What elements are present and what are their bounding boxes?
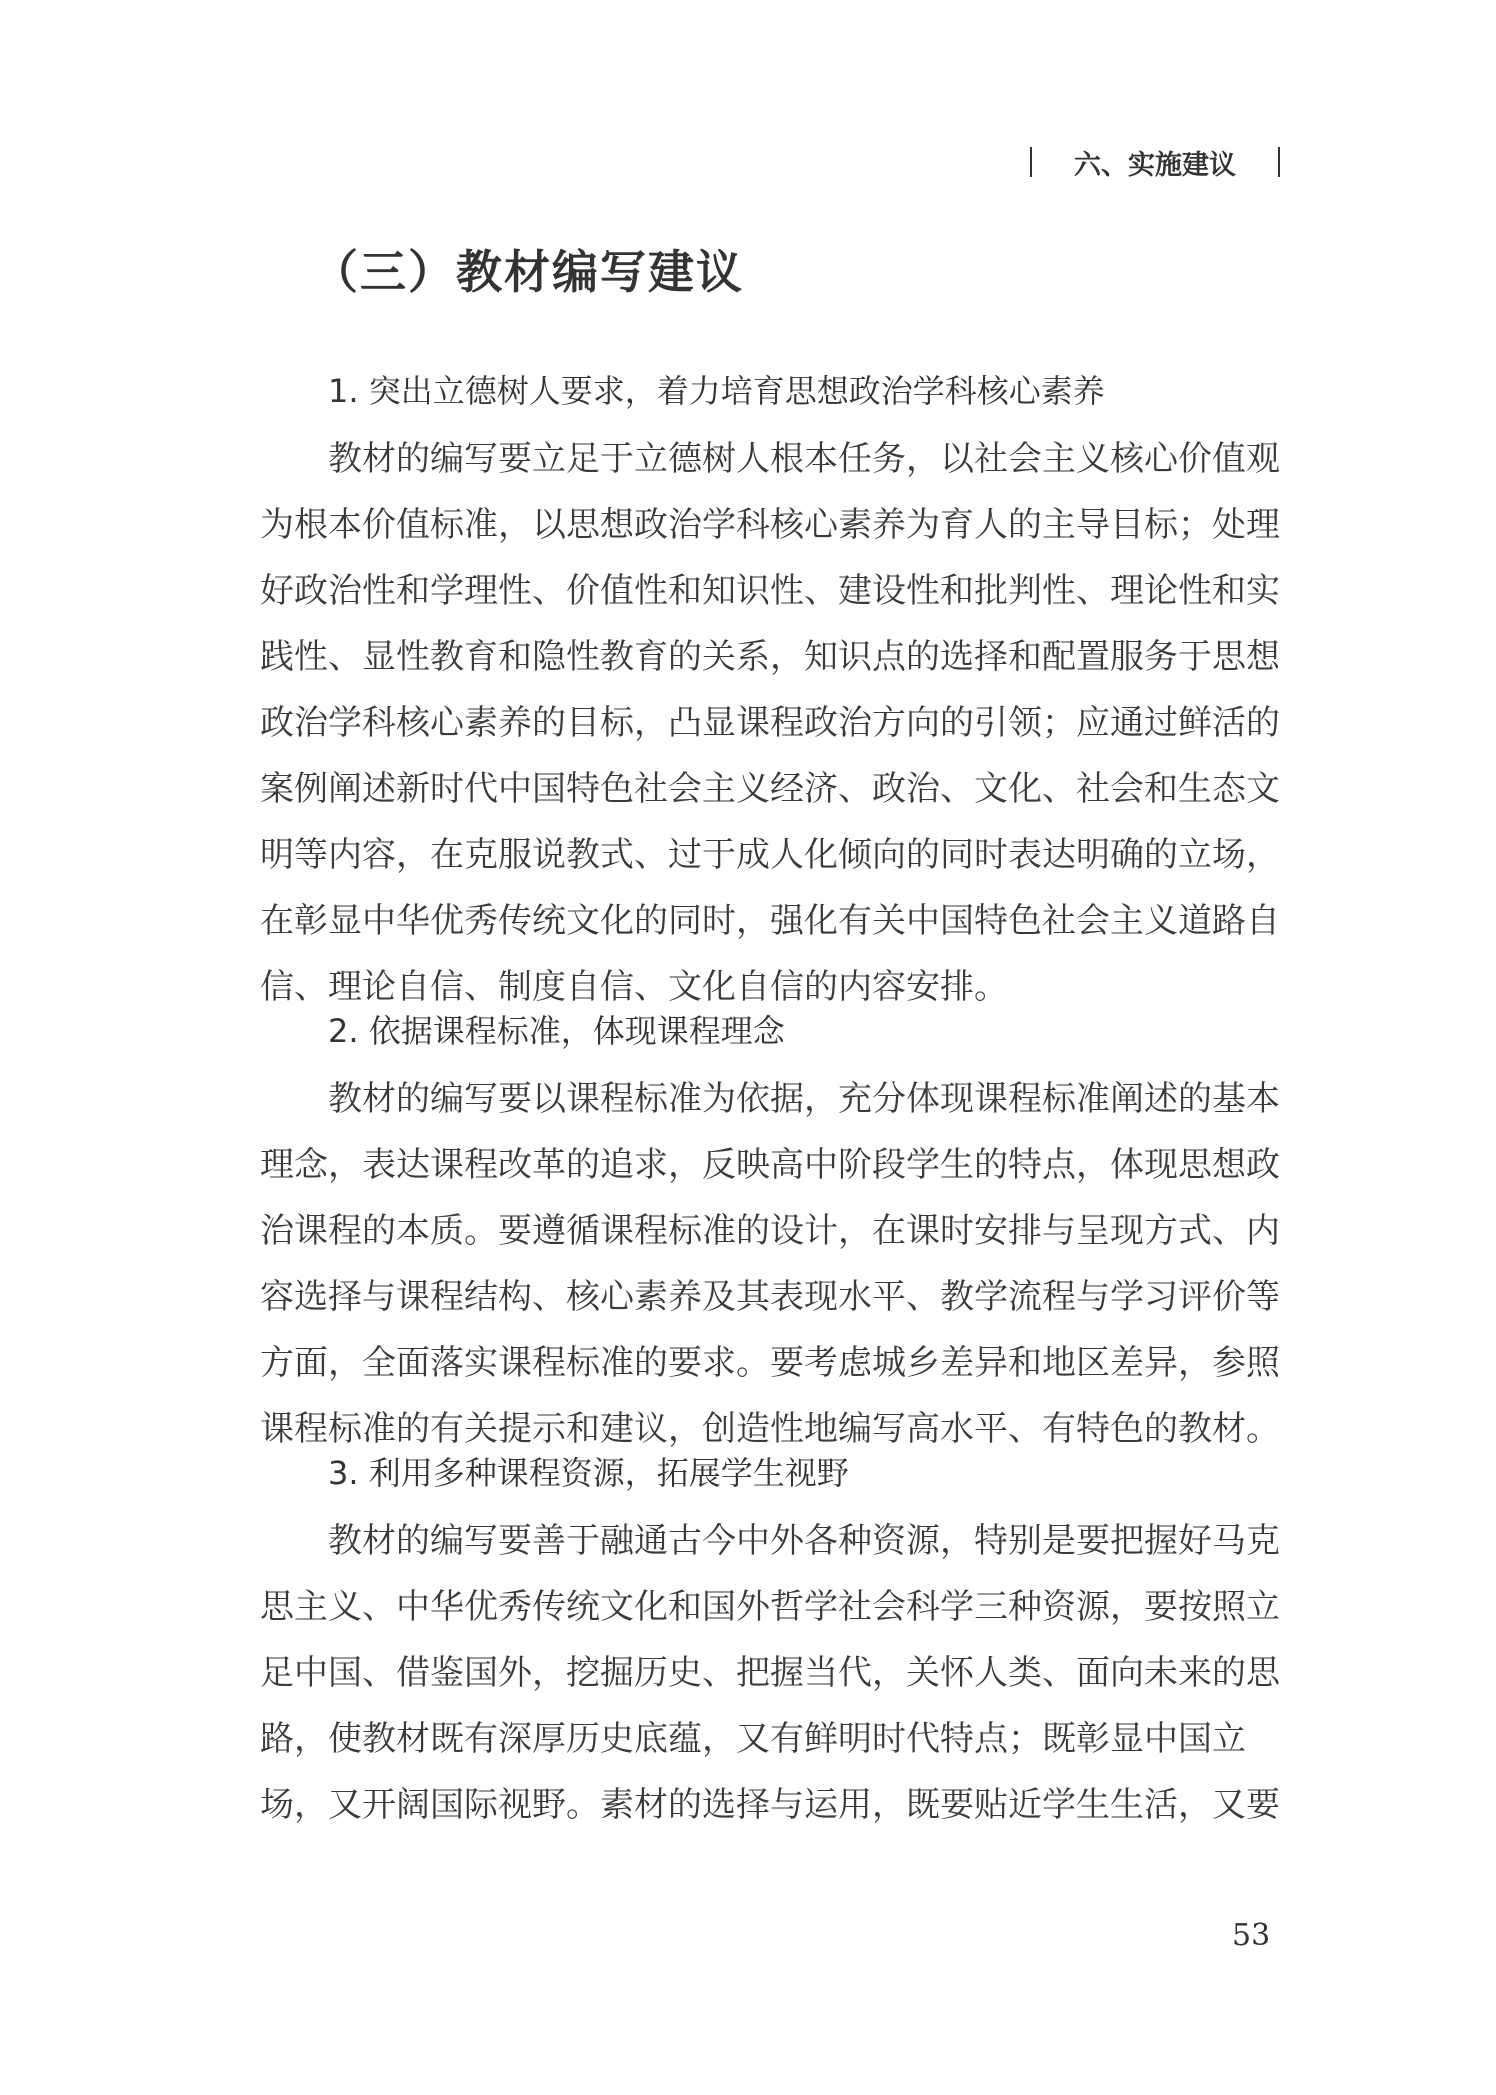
paragraph-line: 容选择与课程结构、核心素养及其表现水平、教学流程与学习评价等 [260, 1277, 1280, 1317]
paragraph-line: 足中国、借鉴国外，挖掘历史、把握当代，关怀人类、面向未来的思 [260, 1653, 1280, 1693]
header-left-rule [1030, 147, 1032, 177]
header-right-rule [1278, 147, 1280, 177]
paragraph-line: 课程标准的有关提示和建议，创造性地编写高水平、有特色的教材。 [260, 1409, 1280, 1449]
subsection-paragraph-2 [260, 1066, 1280, 1462]
subsection-heading-3: 3. 利用多种课程资源，拓展学生视野 [328, 1454, 849, 1492]
paragraph-line: 路，使教材既有深厚历史底蕴，又有鲜明时代特点；既彰显中国立 [260, 1719, 1246, 1759]
paragraph-line: 信、理论自信、制度自信、文化自信的内容安排。 [260, 967, 1008, 1007]
section-title: （三）教材编写建议 [312, 245, 744, 299]
paragraph-line: 教材的编写要立足于立德树人根本任务，以社会主义核心价值观 [328, 439, 1280, 479]
paragraph-line: 好政治性和学理性、价值性和知识性、建设性和批判性、理论性和实 [260, 571, 1280, 611]
running-header-title: 六、实施建议 [1074, 149, 1236, 181]
paragraph-line: 明等内容，在克服说教式、过于成人化倾向的同时表达明确的立场， [260, 835, 1280, 875]
paragraph-line: 践性、显性教育和隐性教育的关系，知识点的选择和配置服务于思想 [260, 637, 1280, 677]
running-header [1030, 140, 1280, 184]
paragraph-line: 教材的编写要善于融通古今中外各种资源，特别是要把握好马克 [328, 1521, 1280, 1561]
subsection-paragraph-1 [260, 426, 1280, 1020]
paragraph-line: 政治学科核心素养的目标，凸显课程政治方向的引领；应通过鲜活的 [260, 703, 1280, 743]
paragraph-line: 理念，表达课程改革的追求，反映高中阶段学生的特点，体现思想政 [260, 1145, 1280, 1185]
paragraph-line: 方面，全面落实课程标准的要求。要考虑城乡差异和地区差异，参照 [260, 1343, 1280, 1383]
paragraph-line: 场，又开阔国际视野。素材的选择与运用，既要贴近学生生活，又要 [260, 1785, 1280, 1825]
paragraph-line: 治课程的本质。要遵循课程标准的设计，在课时安排与呈现方式、内 [260, 1211, 1280, 1251]
page-number: 53 [1232, 1918, 1271, 1953]
subsection-paragraph-3 [260, 1508, 1280, 1838]
paragraph-line: 思主义、中华优秀传统文化和国外哲学社会科学三种资源，要按照立 [260, 1587, 1280, 1627]
paragraph-line: 案例阐述新时代中国特色社会主义经济、政治、文化、社会和生态文 [260, 769, 1280, 809]
subsection-heading-2: 2. 依据课程标准，体现课程理念 [328, 1012, 785, 1050]
paragraph-line: 在彰显中华优秀传统文化的同时，强化有关中国特色社会主义道路自 [260, 901, 1280, 941]
subsection-heading-1: 1. 突出立德树人要求，着力培育思想政治学科核心素养 [328, 372, 1105, 410]
paragraph-line: 教材的编写要以课程标准为依据，充分体现课程标准阐述的基本 [328, 1079, 1280, 1119]
paragraph-line: 为根本价值标准，以思想政治学科核心素养为育人的主导目标；处理 [260, 505, 1280, 545]
